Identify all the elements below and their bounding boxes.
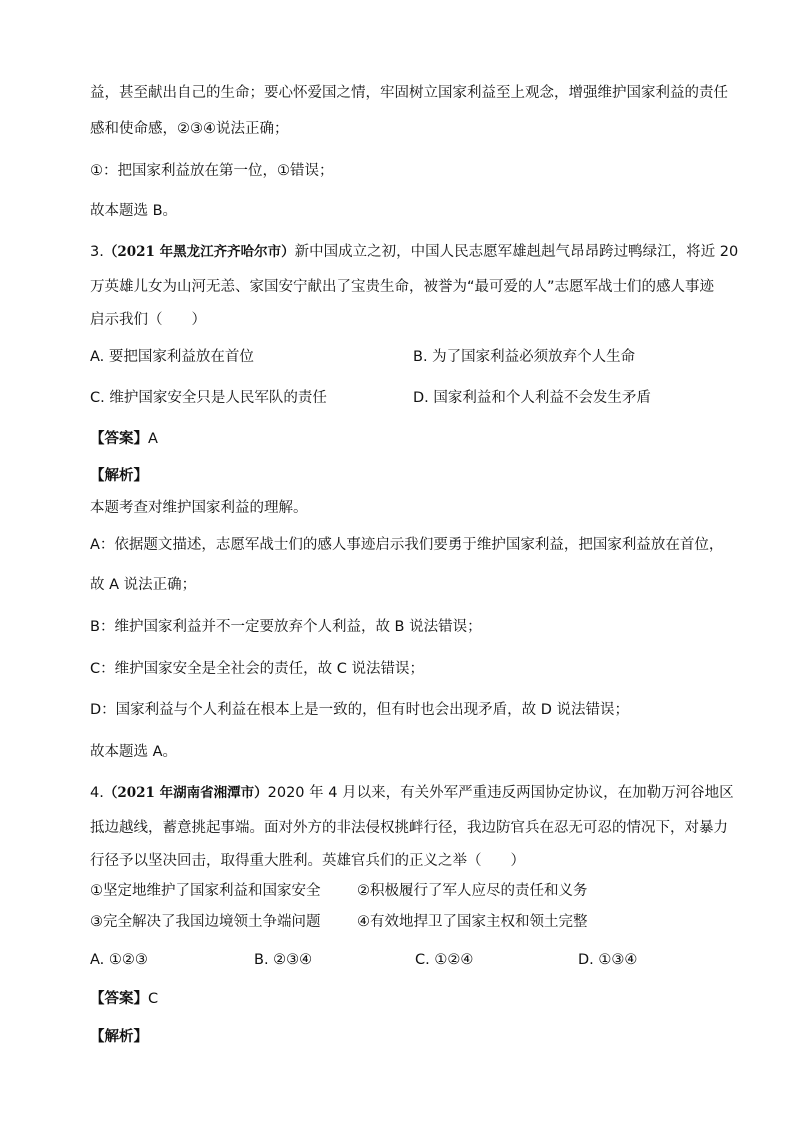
- text-line: 万英雄儿女为山河无恙、家国安宁献出了宝贵生命，被誉为“最可爱的人”志愿军战士们的感人事迹: [90, 279, 715, 295]
- question-3-stem: [90, 242, 738, 262]
- answer-line: [90, 989, 158, 1009]
- answer-label: 【答案】: [90, 431, 148, 447]
- text-line: 感和使命感，②③④说法正确；: [90, 121, 289, 137]
- answer-label: 【答案】: [90, 991, 148, 1007]
- answer-value: C: [148, 991, 159, 1007]
- analysis-line: 本题考查对维护国家利益的理解。: [90, 500, 308, 516]
- analysis-line: C：维护国家安全是全社会的责任，故 C 说法错误；: [90, 661, 424, 677]
- analysis-line: 故 A 说法正确；: [90, 577, 197, 593]
- question-text: 2020 年 4 月以来，有关外军严重违反两国协定协议，在加勒万河谷地区: [267, 785, 734, 801]
- answer-value: A: [148, 431, 158, 447]
- text-line: 行径予以坚决回击，取得重大胜利。英雄官兵们的正义之举（ ）: [90, 853, 525, 869]
- option-c: C. ①②④: [415, 952, 474, 968]
- analysis-line: B：维护国家利益并不一定要放弃个人利益，故 B 说法错误；: [90, 619, 482, 635]
- option-b: B. 为了国家利益必须放弃个人生命: [413, 349, 636, 365]
- option-c: C. 维护国家安全只是人民军队的责任: [90, 390, 327, 406]
- analysis-line: 故本题选 A。: [90, 744, 178, 760]
- analysis-line: D：国家利益与个人利益在根本上是一致的，但有时也会出现矛盾，故 D 说法错误；: [90, 702, 630, 718]
- question-number: 3.: [90, 244, 104, 260]
- text-line: ①：把国家利益放在第一位，①错误；: [90, 163, 334, 179]
- question-number: 4.: [90, 785, 104, 801]
- analysis-label: 【解析】: [90, 1029, 148, 1045]
- question-text: 新中国成立之初，中国人民志愿军雄赳赳气昂昂跨过鸭绿江，将近 20: [294, 244, 739, 260]
- statement-1: ①坚定地维护了国家利益和国家安全: [90, 883, 321, 899]
- analysis-label: 【解析】: [90, 468, 148, 484]
- question-source: （2021 年湖南省湘潭市）: [103, 785, 268, 801]
- option-a: A. ①②③: [90, 952, 148, 968]
- text-line: 启示我们（ ）: [90, 312, 206, 328]
- statement-4: ④有效地捍卫了国家主权和领土完整: [357, 914, 588, 930]
- question-source: （2021 年黑龙江齐齐哈尔市）: [103, 244, 295, 260]
- answer-line: [90, 429, 158, 449]
- statement-2: ②积极履行了军人应尽的责任和义务: [357, 883, 588, 899]
- option-a: A. 要把国家利益放在首位: [90, 349, 254, 365]
- text-line: 故本题选 B。: [90, 203, 178, 219]
- option-d: D. ①③④: [578, 952, 638, 968]
- text-line: 益，甚至献出自己的生命；要心怀爱国之情，牢固树立国家利益至上观念，增强维护国家利益的责任: [90, 85, 728, 101]
- analysis-line: A：依据题文描述，志愿军战士们的感人事迹启示我们要勇于维护国家利益，把国家利益放在首位，: [90, 537, 724, 553]
- statement-3: ③完全解决了我国边境领土争端问题: [90, 914, 321, 930]
- option-d: D. 国家利益和个人利益不会发生矛盾: [413, 390, 651, 406]
- question-4-stem: [90, 783, 734, 803]
- option-b: B. ②③④: [254, 952, 313, 968]
- text-line: 抵边越线，蓄意挑起事端。面对外方的非法侵权挑衅行径，我边防官兵在忍无可忍的情况下，对暴力: [90, 820, 728, 836]
